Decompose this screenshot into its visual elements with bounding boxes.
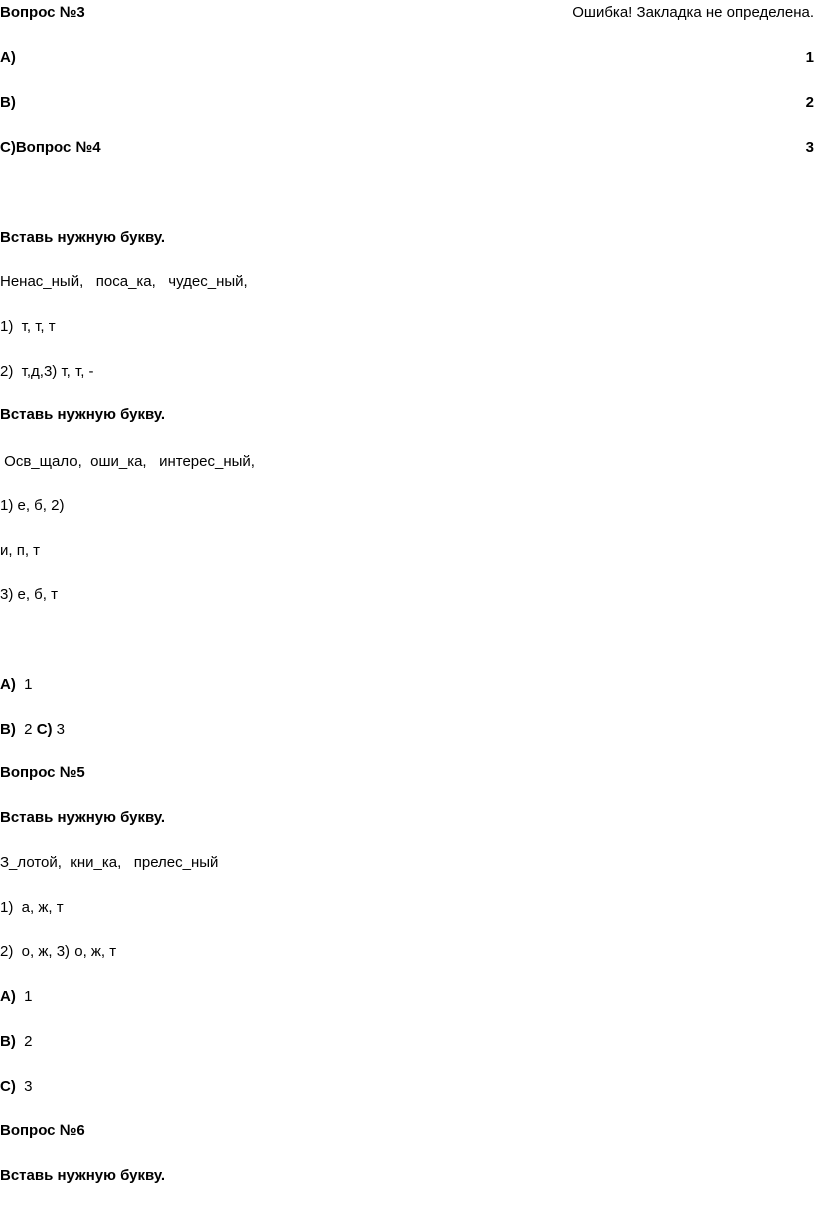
- q5-option-2: 2) о, ж, 3) о, ж, т: [0, 943, 117, 960]
- q4-answer-bc: [0, 721, 65, 739]
- q5-answer-a-value: 1: [15, 988, 33, 1005]
- q4-words-2: Осв_щало, оши_ка, интерес_ный,: [0, 453, 255, 470]
- q5-option-1: 1) а, ж, т: [0, 899, 64, 916]
- q4-answer-c-value: 3: [52, 721, 66, 738]
- q5-answer-c-value: 3: [15, 1078, 33, 1095]
- q5-answer-b-label: B): [0, 1033, 16, 1050]
- q5-answer-b: [0, 1033, 33, 1051]
- q3-option-b-number: 2: [805, 94, 814, 111]
- q5-answer-a-label: A): [0, 988, 16, 1005]
- q3-option-c-label: C): [0, 139, 16, 156]
- q5-instruction: Вставь нужную букву.: [0, 809, 166, 826]
- q4-answer-c-label: C): [36, 721, 53, 738]
- q5-answer-c: [0, 1078, 33, 1096]
- q4-option-5: 3) е, б, т: [0, 586, 58, 603]
- q3-option-b-label: B): [0, 94, 16, 111]
- q4-option-4: и, п, т: [0, 542, 41, 559]
- bookmark-error-text: Ошибка! Закладка не определена.: [572, 4, 814, 21]
- question-3-title: Вопрос №3: [0, 4, 85, 21]
- q4-instruction-1: Вставь нужную букву.: [0, 229, 166, 246]
- q5-answer-b-value: 2: [15, 1033, 33, 1050]
- q4-answer-a-label: A): [0, 676, 16, 693]
- q5-answer-a: [0, 988, 33, 1006]
- question-6-title: Вопрос №6: [0, 1122, 85, 1139]
- question-5-title: Вопрос №5: [0, 764, 85, 781]
- q5-words: З_лотой, кни_ка, прелес_ный: [0, 854, 219, 871]
- q4-instruction-2: Вставь нужную букву.: [0, 406, 166, 423]
- q4-answer-b-value: 2: [15, 721, 37, 738]
- q5-answer-c-label: C): [0, 1078, 16, 1095]
- q6-instruction: Вставь нужную букву.: [0, 1167, 166, 1184]
- q3-option-a-label: A): [0, 49, 16, 66]
- q4-answer-b-label: B): [0, 721, 16, 738]
- q4-answer-a: [0, 676, 33, 694]
- q3-option-c-number: 3: [805, 139, 814, 156]
- q4-words-1: Ненас_ный, поса_ка, чудес_ный,: [0, 273, 248, 290]
- q4-answer-a-value: 1: [15, 676, 33, 693]
- q3-option-c-row: [0, 139, 101, 157]
- q4-option-2: 2) т,д,3) т, т, -: [0, 363, 94, 380]
- q3-option-a-number: 1: [805, 49, 814, 66]
- question-4-title: Вопрос №4: [15, 139, 101, 156]
- q4-option-3: 1) е, б, 2): [0, 497, 65, 514]
- q4-option-1: 1) т, т, т: [0, 318, 56, 335]
